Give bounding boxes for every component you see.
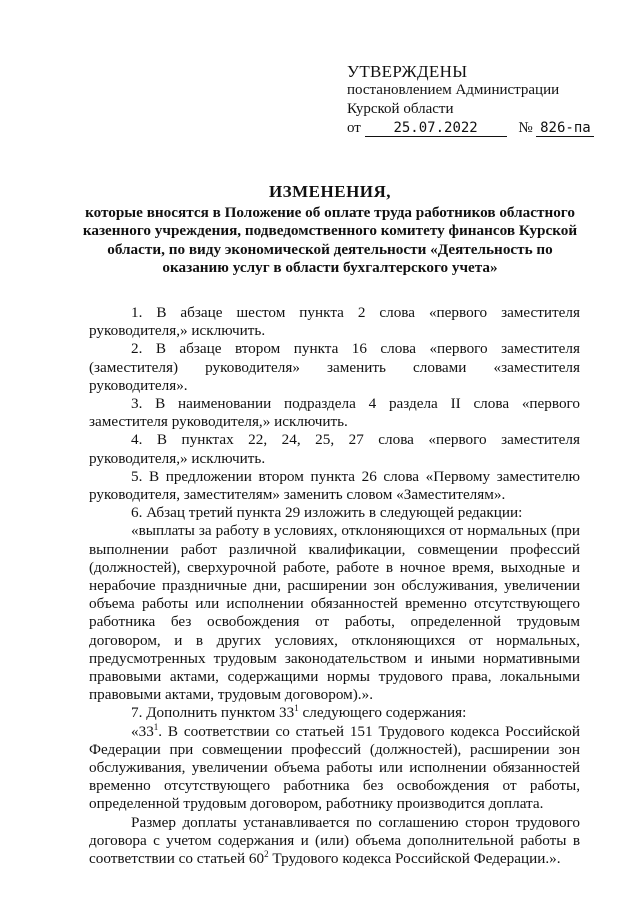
final-text-end: Трудового кодекса Российской Федерации.».	[268, 850, 561, 868]
approval-title: УТВЕРЖДЕНЫ	[347, 62, 468, 81]
approval-date: 25.07.2022	[365, 120, 507, 137]
item-7-text-end: следующего содержания:	[298, 704, 467, 722]
heading-title: ИЗМЕНЕНИЯ,	[268, 182, 392, 201]
final-text-start: Размер доплаты устанавливается по соглашению сторон трудового договора с учетом содержания и (или) объема дополнительной работы в соответствии со статьей 60	[89, 813, 580, 868]
final-superscript: 2	[264, 849, 269, 860]
from-label: от	[347, 120, 361, 136]
item-7-superscript: 1	[294, 703, 299, 714]
approval-date-line	[347, 119, 607, 138]
approval-stamp	[347, 62, 607, 138]
item-6-quote: «выплаты за работу в условиях, отклоняющихся от нормальных (при выполнении работ различной квалификации, совмещении профессий (должностей), сверхурочной работе, работе в ночное время, выходные и нерабочие праздничные дни, расширении зон обслуживания, увеличении объема работы или исполнении обязанностей временно отсутствующего работника без освобождения от работы, определенной трудовым договором, и в других условиях, отклоняющихся от нормальных, предусмотренных трудовым законодательством и иными нормативными правовыми актами, содержащими нормы трудового права, локальными правовыми актами, трудовым договором).».	[89, 522, 580, 704]
number-label: №	[518, 120, 533, 136]
final-paragraph	[89, 814, 580, 869]
item-33-1	[89, 723, 580, 814]
item-5: 5. В предложении втором пункта 26 слова «Первому заместителю руководителя, заместителям» заменить словом «Заместителям».	[89, 467, 580, 504]
item-33-1-number: «33	[131, 722, 154, 740]
item-7-text-start: 7. Дополнить пунктом 33	[131, 704, 295, 722]
item-7	[89, 704, 580, 722]
document-heading	[80, 183, 580, 278]
item-1: 1. В абзаце шестом пункта 2 слова «первого заместителя руководителя,» исключить.	[89, 304, 580, 340]
approval-line-1: постановлением Администрации	[347, 82, 560, 98]
item-33-1-text: . В соответствии со статьей 151 Трудового кодекса Российской Федерации при совмещении профессий (должностей), расширении зон обслуживания, увеличении объема работы или исполнении обязанностей временно отсутствующего работника без освобождения от работы, определенной трудовым договором, работнику производится доплата.	[89, 722, 580, 813]
item-33-1-superscript: 1	[153, 721, 159, 732]
item-6: 6. Абзац третий пункта 29 изложить в следующей редакции:	[131, 504, 523, 522]
document-body	[89, 304, 580, 868]
approval-number: 826-па	[536, 120, 594, 137]
item-4: 4. В пунктах 22, 24, 25, 27 слова «первого заместителя руководителя,» исключить.	[89, 431, 580, 467]
item-3: 3. В наименовании подраздела 4 раздела II слова «первого заместителя руководителя,» исключить.	[89, 395, 580, 431]
heading-subtitle: которые вносятся в Положение об оплате труда работников областного казенного учреждения, подведомственного комитету финансов Курской области, по виду экономической деятельности «Деятельность по оказанию услуг в области бухгалтерского учета»	[82, 203, 578, 276]
item-2: 2. В абзаце втором пункта 16 слова «первого заместителя (заместителя) руководителя» заменить словами «заместителя руководителя».	[89, 340, 580, 394]
approval-line-2: Курской области	[347, 101, 454, 117]
